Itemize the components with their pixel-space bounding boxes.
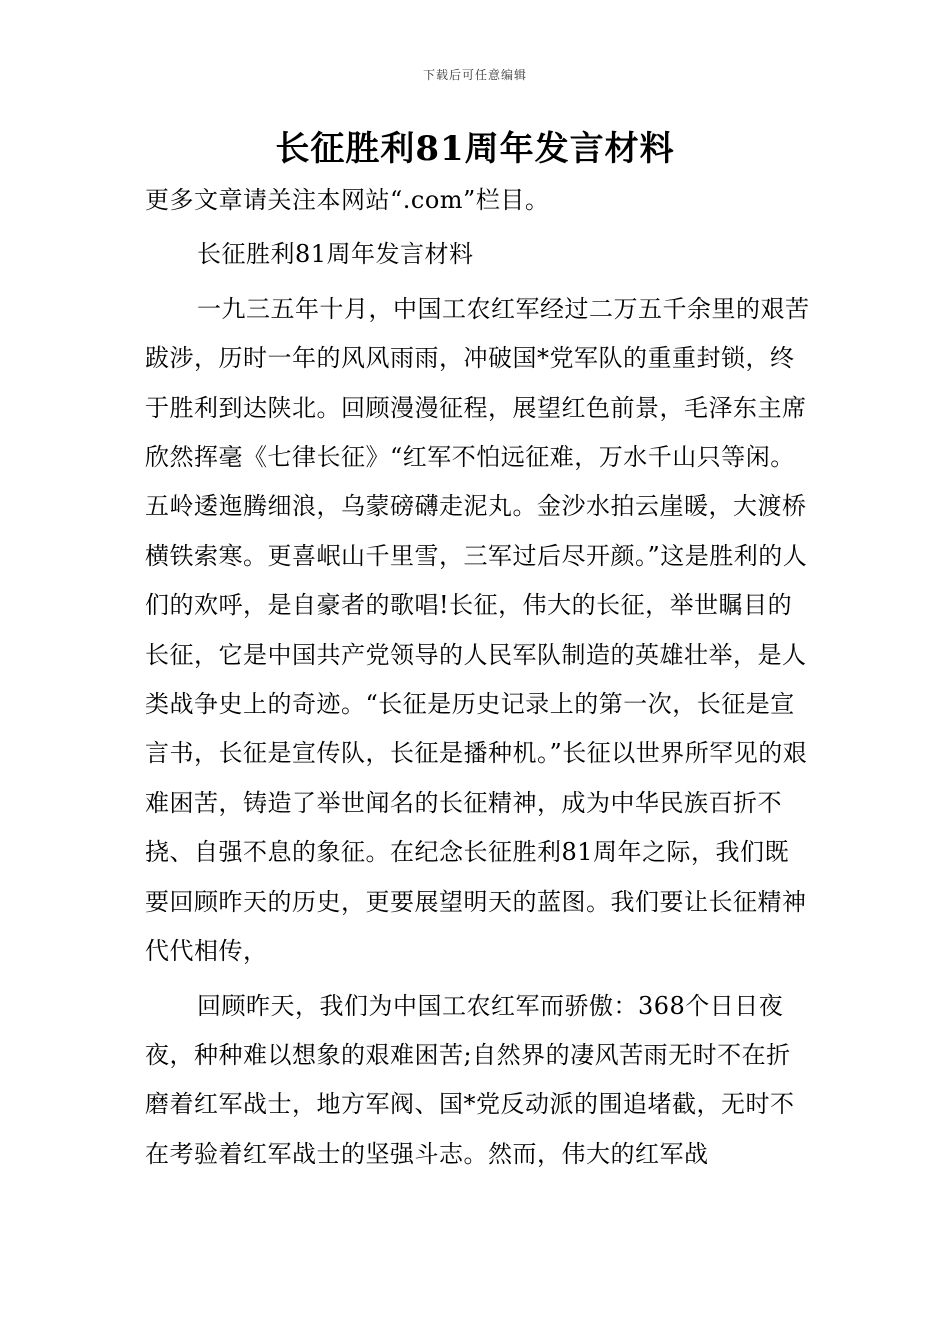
document-body <box>145 176 810 1179</box>
header-note: 下载后可任意编辑 <box>422 68 527 82</box>
document-subtitle: 长征胜利81周年发言材料 <box>197 240 474 269</box>
document-title: 长征胜利81周年发言材料 <box>275 129 675 169</box>
paragraph-1: 一九三五年十月，中国工农红军经过二万五千余里的艰苦跋涉，历时一年的风风雨雨，冲破国*党军队的重重封锁，终于胜利到达陕北。回顾漫漫征程，展望红色前景，毛泽东主席欣然挥毫《七律长征》“红军不怕远征难，万水千山只等闲。五岭逶迤腾细浪，乌蒙磅礴走泥丸。金沙水拍云崖暖，大渡桥横铁索寒。更喜岷山千里雪，三军过后尽开颜。”这是胜利的人们的欢呼，是自豪者的歌唱!长征，伟大的长征，举世瞩目的长征，它是中国共产党领导的人民军队制造的英雄壮举，是人类战争史上的奇迹。“长征是历史记录上的第一次，长征是宣言书，长征是宣传队，长征是播种机。”长征以世界所罕见的艰难困苦，铸造了举世闻名的长征精神，成为中华民族百折不挠、自强不息的象征。在纪念长征胜利81周年之际，我们既要回顾昨天的历史，更要展望明天的蓝图。我们要让长征精神代代相传， <box>145 294 810 966</box>
paragraph-2: 回顾昨天，我们为中国工农红军而骄傲：368个日日夜夜，种种难以想象的艰难困苦;自然界的凄风苦雨无时不在折磨着红军战士，地方军阀、国*党反动派的围追堵截，无时不在考验着红军战士的坚强斗志。然而，伟大的红军战 <box>145 991 795 1168</box>
intro-line: 更多文章请关注本网站“.com”栏目。 <box>145 186 550 214</box>
